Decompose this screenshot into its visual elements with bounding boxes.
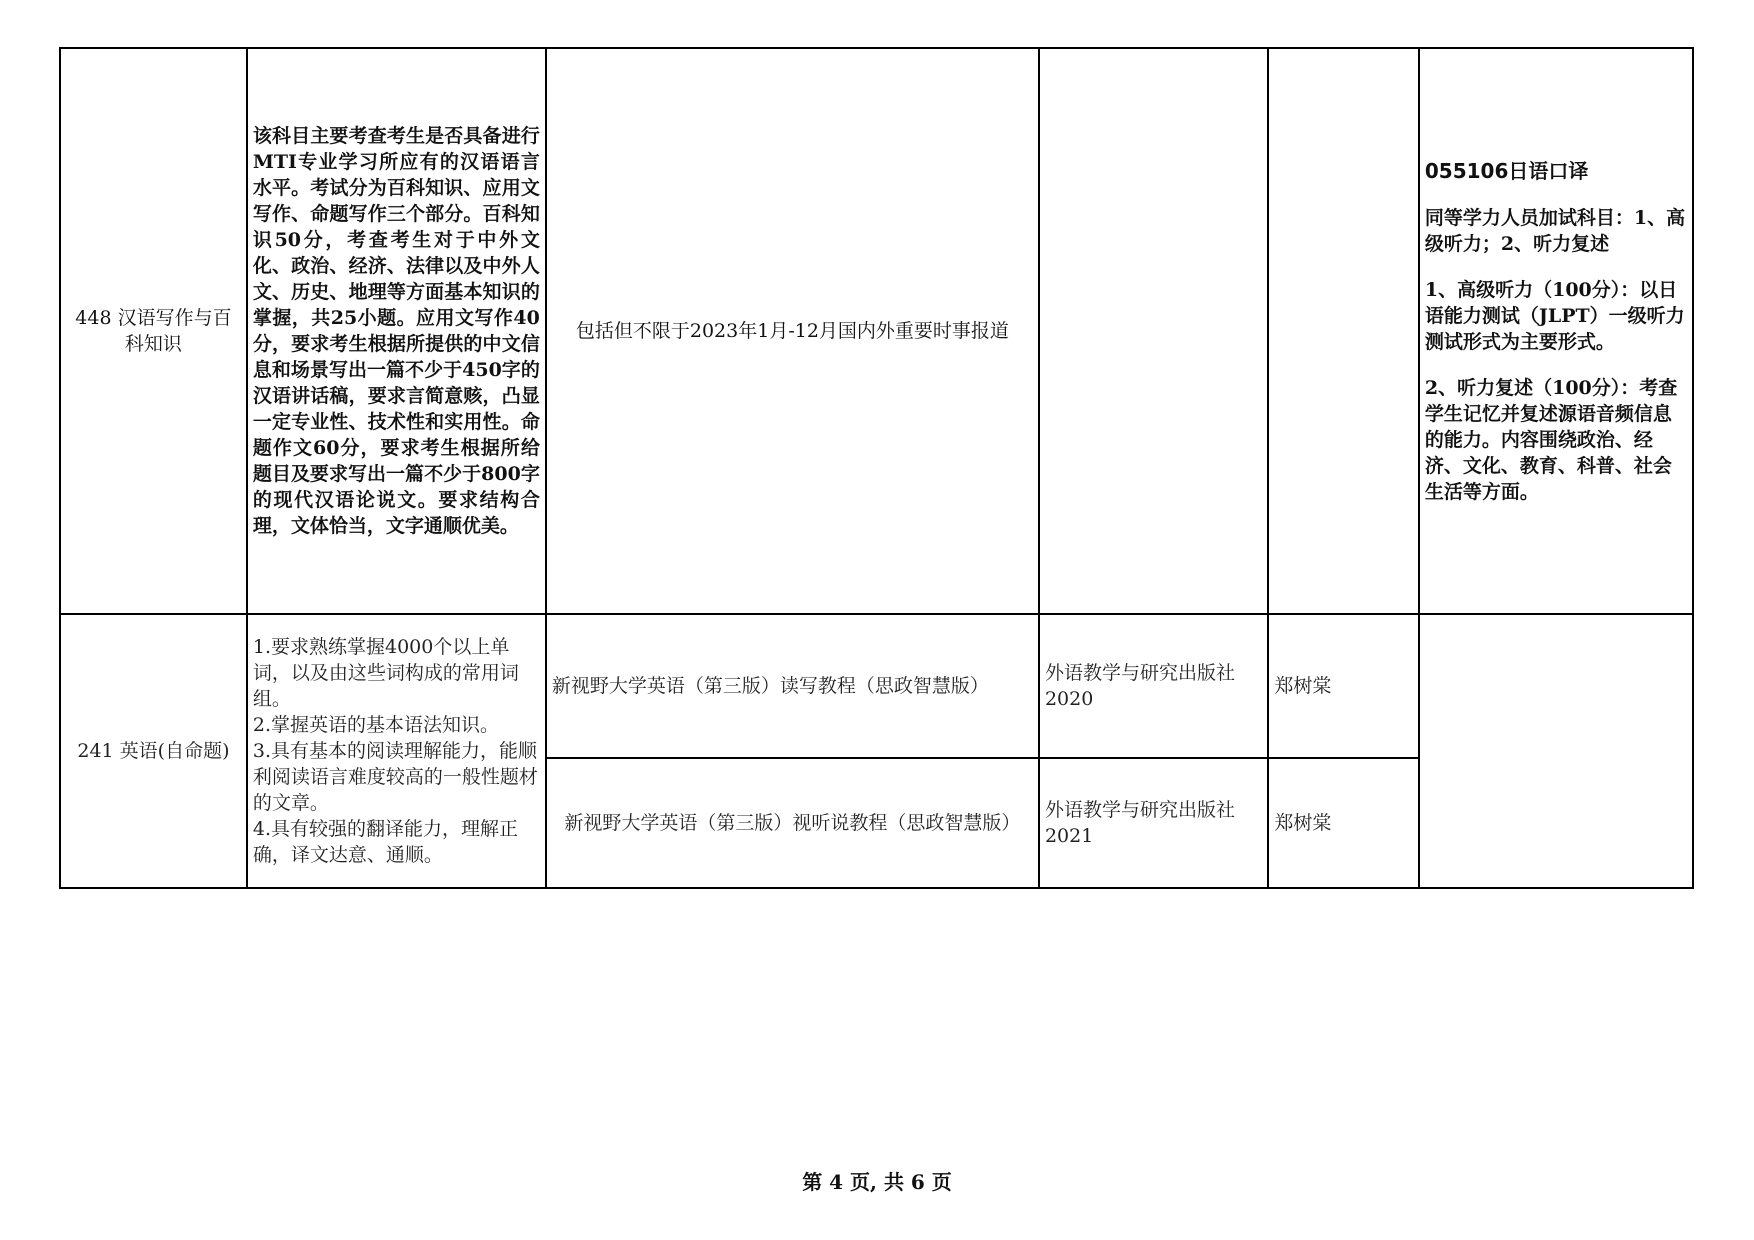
book-title-cell: 新视野大学英语（第三版）读写教程（思政智慧版） <box>546 614 1039 758</box>
subject-name-cell-241: 241 英语(自命题) <box>60 614 247 888</box>
requirement-item: 3.具有基本的阅读理解能力，能顺利阅读语言难度较高的一般性题材的文章。 <box>252 740 538 814</box>
requirement-item: 2.掌握英语的基本语法知识。 <box>252 714 499 736</box>
exam-description-cell-241 <box>247 614 546 888</box>
requirement-item: 4.具有较强的翻译能力，理解正确，译文达意、通顺。 <box>252 818 518 866</box>
publisher-cell <box>1039 48 1268 614</box>
extra-exam-label: 同等学力人员加试科目： <box>1424 206 1634 229</box>
table-row-241-book-1 <box>60 614 1693 758</box>
notes-cell <box>1419 48 1693 614</box>
table-row-448 <box>60 48 1693 614</box>
author-cell <box>1268 48 1419 614</box>
book-author-cell: 郑树棠 <box>1268 614 1419 758</box>
subject-name-cell: 448 汉语写作与百科知识 <box>60 48 247 614</box>
syllabus-table <box>59 47 1694 889</box>
extra-exam-text: 1、高级听力；2、听力复述 <box>1424 206 1686 255</box>
extra-exam-item-1: 1、高级听力（100分）：以日语能力测试（JLPT）一级听力测试形式为主要形式。 <box>1424 278 1685 353</box>
page-number-footer: 第 4 页, 共 6 页 <box>802 1170 952 1194</box>
book-author-cell: 郑树棠 <box>1268 758 1419 888</box>
book-publisher-cell: 外语教学与研究出版社2021 <box>1039 758 1268 888</box>
extra-exam-item-2: 2、听力复述（100分）：考查学生记忆并复述源语音频信息的能力。内容围绕政治、经济、文化、教育、科普、社会生活等方面。 <box>1424 376 1678 503</box>
exam-description-cell: 该科目主要考查考生是否具备进行MTI专业学习所应有的汉语语言水平。考试分为百科知识、应用文写作、命题写作三个部分。百科知识50分，考查考生对于中外文化、政治、经济、法律以及中外人文、历史、地理等方面基本知识的掌握，共25小题。应用文写作40分，要求考生根据所提供的中文信息和场景写出一篇不少于450字的汉语讲话稿，要求言简意赅，凸显一定专业性、技术性和实用性。命题作文60分，要求考生根据所给题目及要求写出一篇不少于800字的现代汉语论说文。要求结构合理，文体恰当，文字通顺优美。 <box>247 48 546 614</box>
major-code-name: 055106日语口译 <box>1424 158 1589 183</box>
requirement-item: 1.要求熟练掌握4000个以上单词，以及由这些词构成的常用词组。 <box>252 636 519 710</box>
book-publisher-cell: 外语教学与研究出版社2020 <box>1039 614 1268 758</box>
notes-cell-241 <box>1419 614 1693 888</box>
book-title-cell: 新视野大学英语（第三版）视听说教程（思政智慧版） <box>546 758 1039 888</box>
reference-cell: 包括但不限于2023年1月-12月国内外重要时事报道 <box>546 48 1039 614</box>
